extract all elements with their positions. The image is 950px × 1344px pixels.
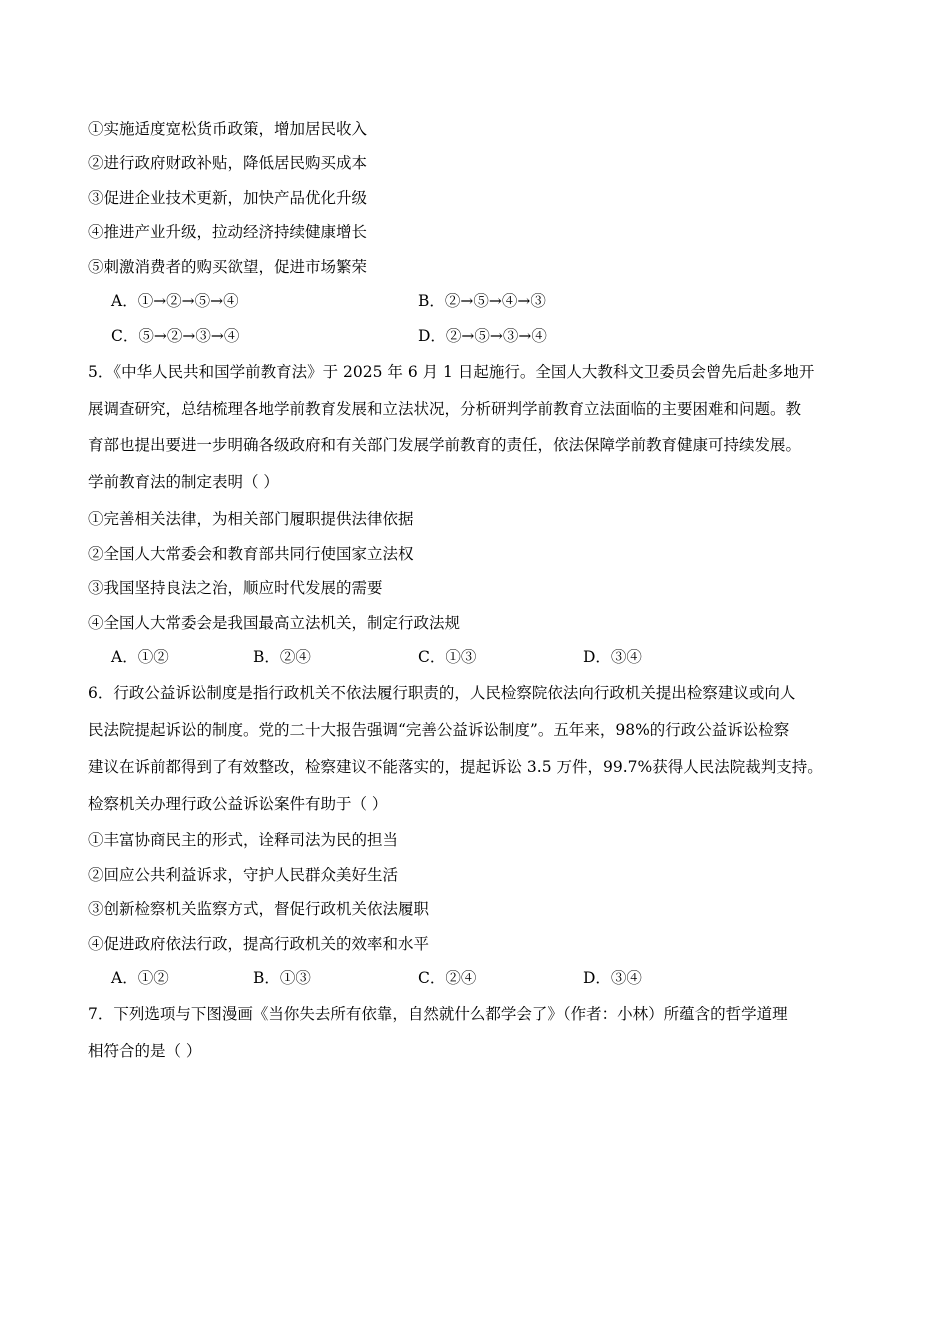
q6-item-3: ③创新检察机关监察方式，督促行政机关依法履职 — [88, 900, 430, 918]
q5-item-1: ①完善相关法律，为相关部门履职提供法律依据 — [88, 510, 414, 528]
q4-option-b[interactable]: B．②→⑤→④→③ — [418, 292, 546, 310]
q6-item-4: ④促进政府依法行政，提高行政机关的效率和水平 — [88, 935, 430, 953]
q4-item-2: ②进行政府财政补贴，降低居民购买成本 — [88, 154, 368, 172]
q5-stem-line-3: 育部也提出要进一步明确各级政府和有关部门发展学前教育的责任，依法保障学前教育健康可持续发展。 — [88, 436, 802, 454]
q5-item-3: ③我国坚持良法之治，顺应时代发展的需要 — [88, 579, 383, 597]
q6-option-c[interactable]: C．②④ — [418, 969, 477, 987]
q5-stem-line-1: 5．《中华人民共和国学前教育法》于 2025 年 6 月 1 日起施行。全国人大教科文卫委员会曾先后赴多地开 — [88, 363, 815, 381]
q4-option-a[interactable]: A．①→②→⑤→④ — [111, 292, 239, 310]
q4-item-3: ③促进企业技术更新，加快产品优化升级 — [88, 189, 368, 207]
q5-item-2: ②全国人大常委会和教育部共同行使国家立法权 — [88, 545, 414, 563]
q7-stem-line-2: 相符合的是（ ） — [88, 1042, 202, 1060]
q6-option-b[interactable]: B．①③ — [253, 969, 311, 987]
q4-item-4: ④推进产业升级，拉动经济持续健康增长 — [88, 223, 368, 241]
q5-option-d[interactable]: D．③④ — [583, 648, 642, 666]
q6-option-a[interactable]: A．①② — [111, 969, 169, 987]
q4-option-d[interactable]: D．②→⑤→③→④ — [418, 327, 547, 345]
q6-option-d[interactable]: D．③④ — [583, 969, 642, 987]
q5-stem-line-2: 展调查研究，总结梳理各地学前教育发展和立法状况，分析研判学前教育立法面临的主要困难和问题。教 — [88, 400, 802, 418]
q6-stem-line-4: 检察机关办理行政公益诉讼案件有助于（ ） — [88, 795, 388, 813]
q5-option-c[interactable]: C．①③ — [418, 648, 477, 666]
q6-stem-line-2: 民法院提起诉讼的制度。党的二十大报告强调“完善公益诉讼制度”。五年来，98%的行政公益诉讼检察 — [88, 721, 790, 739]
q5-stem-line-4: 学前教育法的制定表明（ ） — [88, 473, 279, 491]
q6-item-1: ①丰富协商民主的形式，诠释司法为民的担当 — [88, 831, 399, 849]
q6-item-2: ②回应公共利益诉求，守护人民群众美好生活 — [88, 866, 399, 884]
q6-stem-line-1: 6．行政公益诉讼制度是指行政机关不依法履行职责的，人民检察院依法向行政机关提出检察建议或向人 — [88, 684, 796, 702]
q4-item-1: ①实施适度宽松货币政策，增加居民收入 — [88, 120, 368, 138]
q5-item-4: ④全国人大常委会是我国最高立法机关，制定行政法规 — [88, 614, 461, 632]
q7-stem-line-1: 7．下列选项与下图漫画《当你失去所有依靠，自然就什么都学会了》（作者：小林）所蕴含的哲学道理 — [88, 1005, 788, 1023]
q5-option-a[interactable]: A．①② — [111, 648, 169, 666]
q4-item-5: ⑤刺激消费者的购买欲望，促进市场繁荣 — [88, 258, 368, 276]
q5-option-b[interactable]: B．②④ — [253, 648, 311, 666]
q6-stem-line-3: 建议在诉前都得到了有效整改，检察建议不能落实的，提起诉讼 3.5 万件，99.7%获得人民法院裁判支持。 — [88, 758, 823, 776]
q4-option-c[interactable]: C．⑤→②→③→④ — [111, 327, 240, 345]
